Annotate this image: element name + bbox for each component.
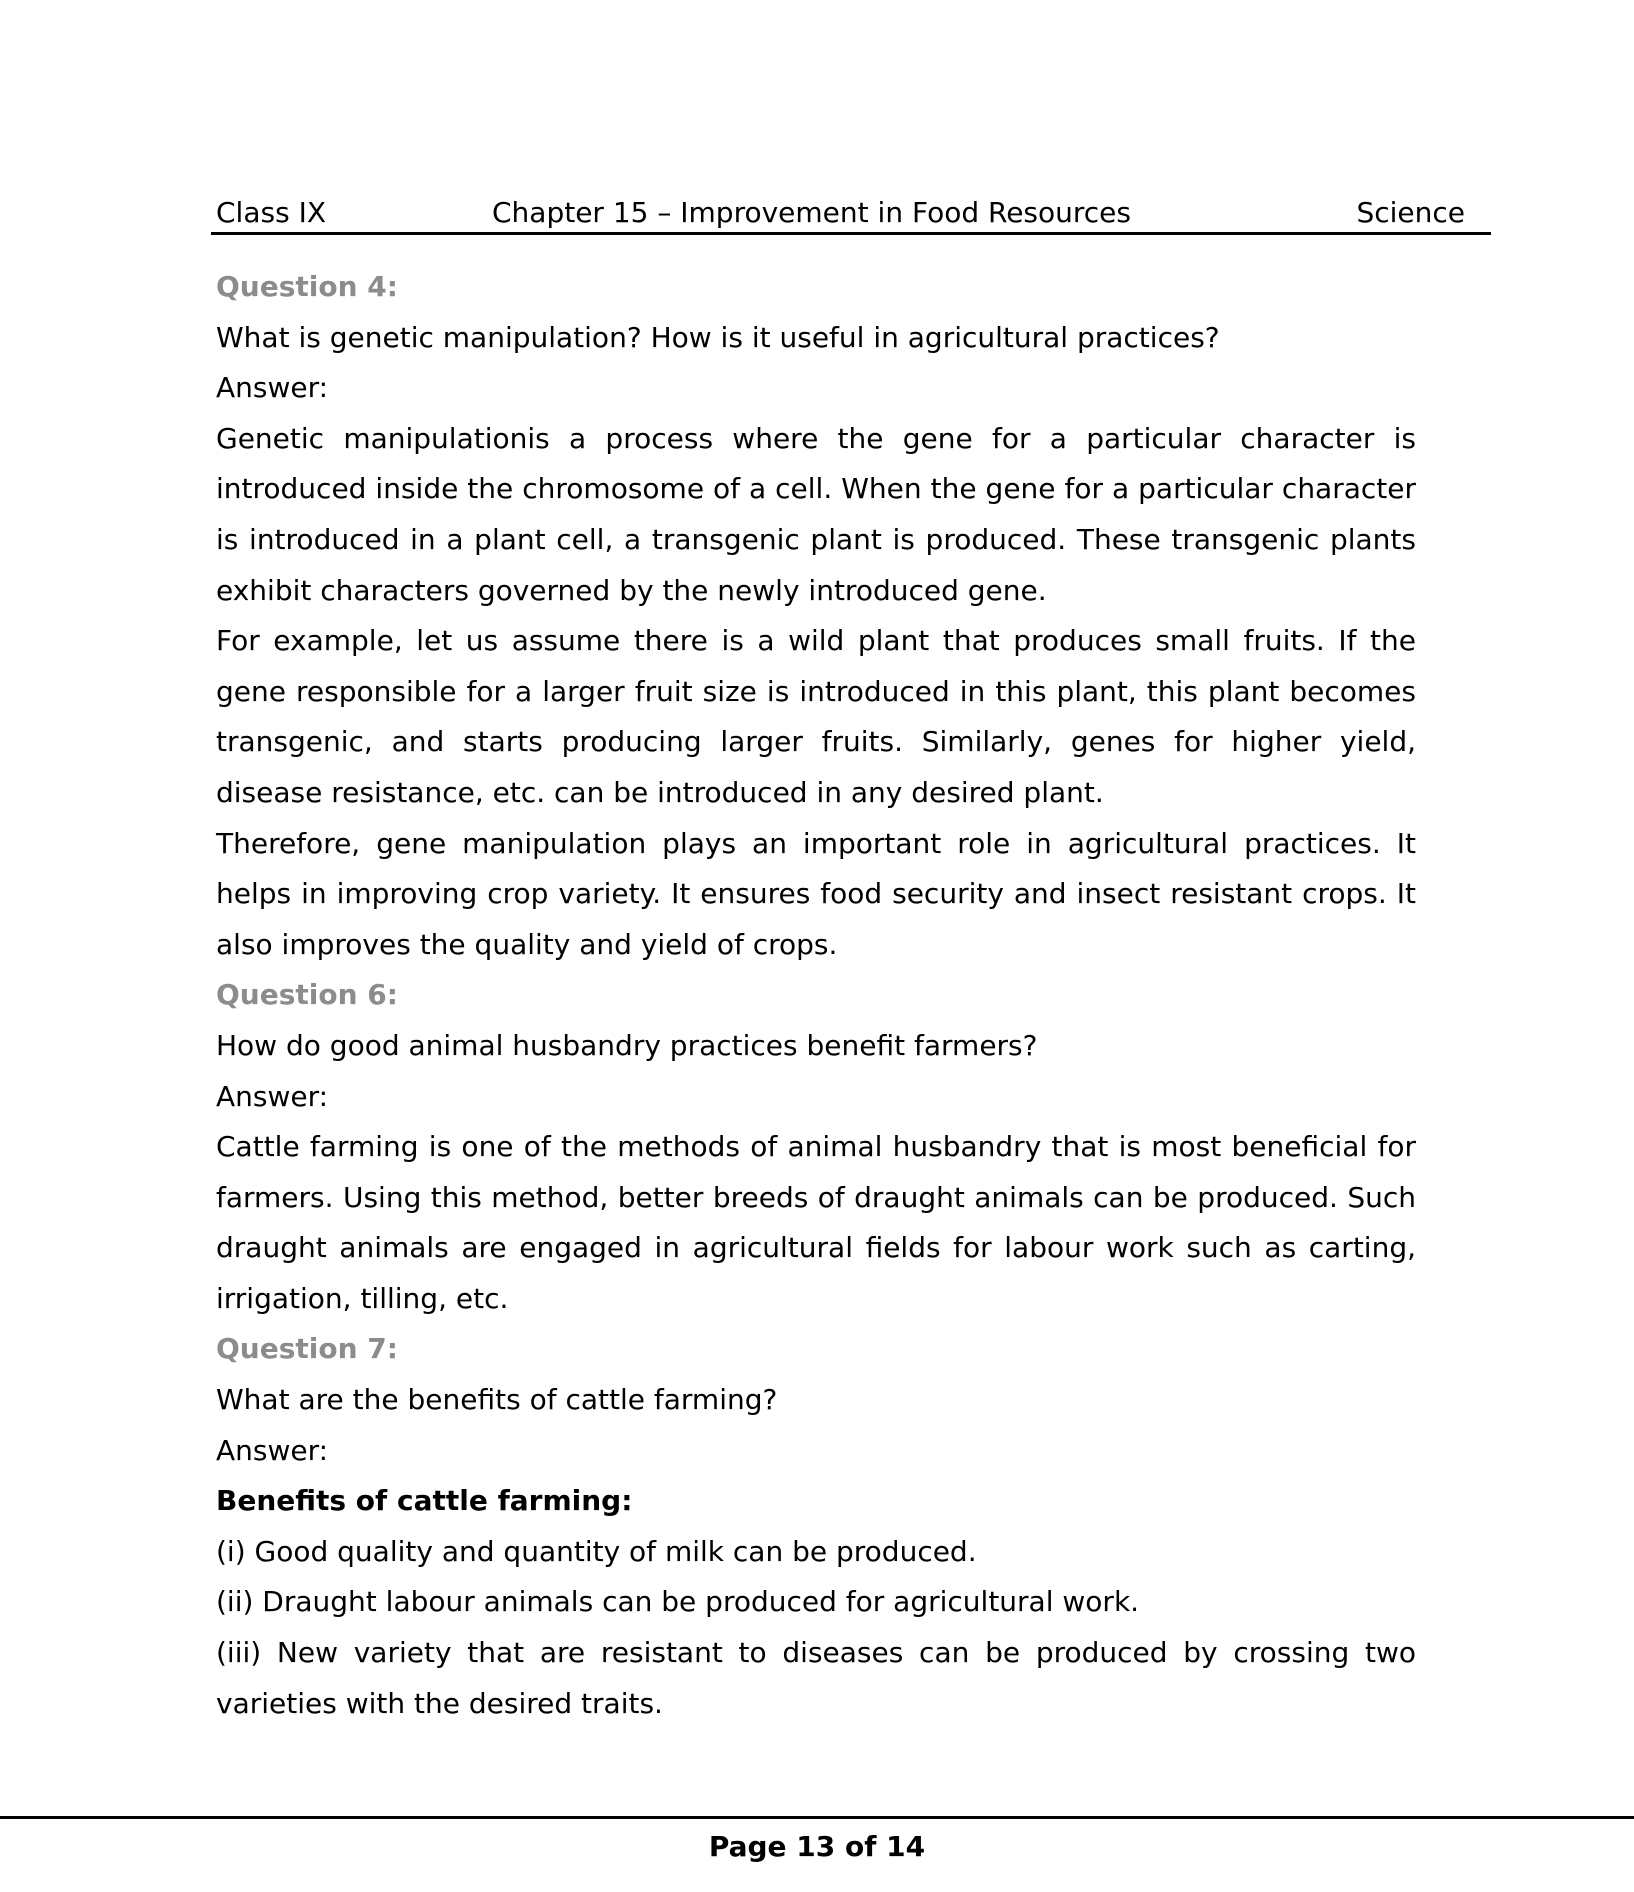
question-block (216, 970, 1416, 1324)
page-number: Page 13 of 14 (708, 1830, 926, 1863)
answer-line: For example, let us assume there is a wild plant that produces small fruits. If the (216, 624, 1416, 658)
answer-line: is introduced in a plant cell, a transgenic plant is produced. These transgenic plants (216, 522, 1416, 556)
answer-line: (iii) New variety that are resistant to diseases can be produced by crossing two (216, 1636, 1416, 1670)
question-label: Question 4: (216, 270, 398, 303)
question-block (216, 262, 1416, 970)
answer-line: gene responsible for a larger fruit size is introduced in this plant, this plant becomes (216, 674, 1416, 708)
question-block (216, 1324, 1416, 1729)
class-label: Class IX (216, 196, 327, 229)
answer-label: Answer: (216, 1079, 329, 1113)
page-content (216, 262, 1416, 1729)
question-text: What are the benefits of cattle farming? (216, 1383, 778, 1417)
answer-line: (i) Good quality and quantity of milk can be produced. (216, 1534, 977, 1568)
answer-line: Genetic manipulationis a process where the gene for a particular character is (216, 421, 1416, 455)
answer-line: farmers. Using this method, better breeds of draught animals can be produced. Such (216, 1180, 1416, 1214)
answer-line: exhibit characters governed by the newly introduced gene. (216, 573, 1047, 607)
chapter-title: Chapter 15 – Improvement in Food Resources (492, 196, 1131, 229)
question-label: Question 6: (216, 978, 398, 1012)
answer-line: irrigation, tilling, etc. (216, 1281, 509, 1315)
answer-line: (ii) Draught labour animals can be produced for agricultural work. (216, 1585, 1140, 1619)
answer-heading: Benefits of cattle farming: (216, 1484, 633, 1518)
question-label: Question 7: (216, 1332, 398, 1366)
footer-divider (0, 1816, 1634, 1819)
answer-line: draught animals are engaged in agricultural fields for labour work such as carting, (216, 1231, 1416, 1265)
answer-label: Answer: (216, 1433, 329, 1467)
answer-line: Therefore, gene manipulation plays an important role in agricultural practices. It (216, 826, 1416, 860)
answer-label: Answer: (216, 371, 329, 405)
subject-label: Science (1356, 196, 1465, 229)
answer-line: also improves the quality and yield of crops. (216, 927, 838, 961)
answer-line: Cattle farming is one of the methods of animal husbandry that is most beneficial for (216, 1130, 1416, 1164)
answer-line: helps in improving crop variety. It ensures food security and insect resistant crops. It (216, 877, 1416, 911)
answer-line: transgenic, and starts producing larger fruits. Similarly, genes for higher yield, (216, 725, 1416, 759)
answer-line: introduced inside the chromosome of a cell. When the gene for a particular character (216, 472, 1416, 506)
answer-line: varieties with the desired traits. (216, 1686, 663, 1720)
question-text: What is genetic manipulation? How is it useful in agricultural practices? (216, 320, 1220, 354)
answer-line: disease resistance, etc. can be introduced in any desired plant. (216, 775, 1104, 809)
page-header (211, 196, 1491, 235)
question-text: How do good animal husbandry practices benefit farmers? (216, 1028, 1038, 1062)
